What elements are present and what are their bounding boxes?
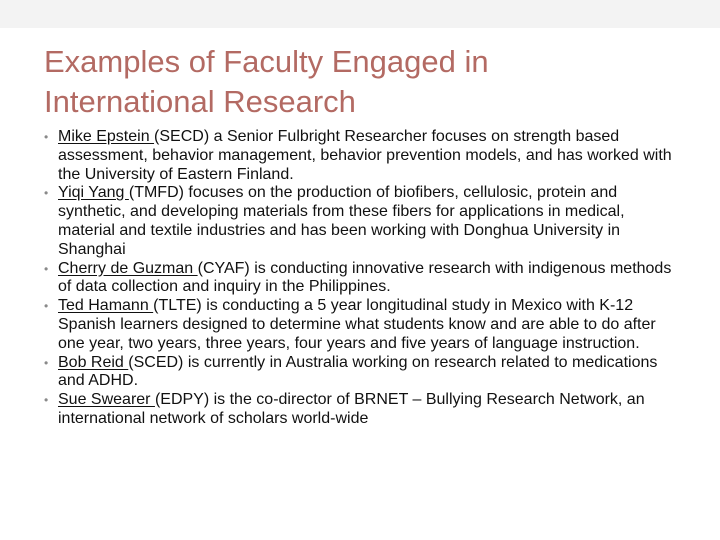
slide-title-line-1: Examples of Faculty Engaged in [44, 44, 489, 79]
faculty-name: Bob Reid [58, 353, 129, 371]
faculty-description: (CYAF) is conducting innovative research with indigenous methods of data collection and inquiry in the Philippines. [58, 259, 672, 296]
faculty-description: (SECD) a Senior Fulbright Researcher focuses on strength based assessment, behavior management, behavior prevention models, and has worked with the University of Eastern Finland. [58, 128, 672, 183]
bullet-icon: • [44, 355, 49, 370]
list-item-yiqi-yang [44, 184, 684, 259]
bullet-icon: • [44, 299, 49, 314]
bullet-icon: • [44, 261, 49, 276]
bullet-icon: • [44, 393, 49, 408]
faculty-list [44, 128, 684, 429]
list-item-ted-hamann [44, 297, 684, 353]
list-item-cherry-de-guzman [44, 260, 684, 298]
faculty-name: Yiqi Yang [58, 184, 129, 202]
list-item-mike-epstein [44, 128, 684, 184]
faculty-name: Sue Swearer [58, 391, 155, 409]
faculty-description: (SCED) is currently in Australia working on research related to medications and ADHD. [58, 353, 658, 390]
bullet-icon: • [44, 186, 49, 201]
faculty-name: Cherry de Guzman [58, 259, 198, 277]
faculty-description: (EDPY) is the co-director of BRNET – Bullying Research Network, an international network of scholars world-wide [58, 391, 645, 427]
top-band [0, 0, 720, 28]
slide-title [44, 42, 684, 122]
faculty-description: (TLTE) is conducting a 5 year longitudinal study in Mexico with K-12 Spanish learners designed to determine what students know and are able to do after one year, two years, three years, four years and five years of language instruction. [58, 297, 656, 352]
bullet-icon: • [44, 130, 49, 144]
slide-title-line-2: International Research [44, 84, 356, 119]
list-item-sue-swearer [44, 391, 684, 429]
faculty-name: Ted Hamann [58, 297, 154, 315]
list-item-bob-reid [44, 354, 684, 392]
faculty-description: (TMFD) focuses on the production of biofibers, cellulosic, protein and synthetic, and developing materials from these fibers for applications in medical, material and textile industries and has been working with Donghua University in Shanghai [58, 184, 625, 258]
faculty-name: Mike Epstein [58, 128, 155, 145]
